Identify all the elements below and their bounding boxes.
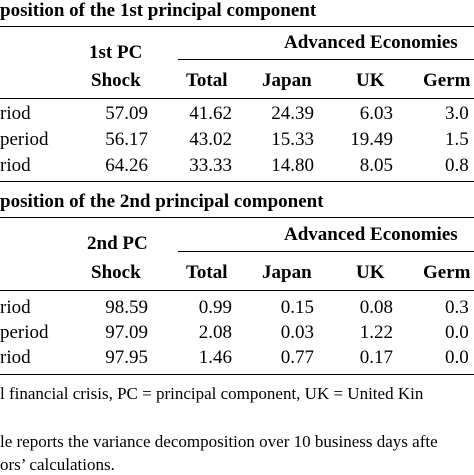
section2-row2-label: period [0, 322, 49, 343]
section1-row1-germ: 3.0 [445, 103, 469, 124]
section2-col-japan: Japan [262, 262, 312, 283]
section2-row1-pc: 98.59 [105, 297, 148, 318]
section1-header-rule [0, 98, 474, 99]
section1-row1-uk: 6.03 [359, 103, 393, 124]
section2-row3-japan: 0.77 [280, 347, 314, 368]
section1-row2-pc: 56.17 [105, 129, 148, 150]
section2-row1-total: 0.99 [198, 297, 232, 318]
section1-row3-total: 33.33 [189, 155, 232, 176]
section1-row1-label: riod [0, 103, 31, 124]
section1-col-total: Total [186, 70, 228, 91]
notes-line-1: l financial crisis, PC = principal component, UK = United Kin [0, 384, 424, 403]
section2-col-uk: UK [356, 262, 385, 283]
section1-row3-pc: 64.26 [105, 155, 148, 176]
section1-row2-label: period [0, 129, 49, 150]
notes-line-2: le reports the variance decomposition over 10 business days afte [0, 432, 438, 451]
section2-row2-pc: 97.09 [105, 322, 148, 343]
section2-row3-germ: 0.0 [445, 347, 469, 368]
section1-col-uk: UK [356, 70, 385, 91]
section2-row2-uk: 1.22 [359, 322, 393, 343]
section2-top-rule [0, 217, 474, 218]
section2-col-germ: Germ [423, 262, 471, 283]
section1-row2-total: 43.02 [189, 129, 232, 150]
section1-row2-uk: 19.49 [350, 129, 393, 150]
section1-row1-total: 41.62 [189, 103, 232, 124]
section2-group-rule [178, 251, 474, 252]
section1-group-rule [178, 59, 474, 60]
section2-row2-total: 2.08 [198, 322, 232, 343]
section2-row2-japan: 0.03 [280, 322, 314, 343]
section1-pc-header: 1st PC [89, 42, 143, 63]
section2-header-rule [0, 290, 474, 291]
section2-pc-header: 2nd PC [87, 233, 148, 254]
section1-col-germ: Germ [423, 70, 471, 91]
section1-col-japan: Japan [262, 70, 312, 91]
section1-row2-japan: 15.33 [271, 129, 314, 150]
section1-row1-pc: 57.09 [105, 103, 148, 124]
section2-row3-total: 1.46 [198, 347, 232, 368]
section2-row3-pc: 97.95 [105, 347, 148, 368]
section1-row3-uk: 8.05 [359, 155, 393, 176]
section2-row1-label: riod [0, 297, 31, 318]
section2-title: position of the 2nd principal component [0, 191, 324, 212]
section1-top-rule [0, 26, 474, 27]
section2-row1-uk: 0.08 [359, 297, 393, 318]
section2-row1-japan: 0.15 [280, 297, 314, 318]
section2-col-total: Total [186, 262, 228, 283]
section2-row2-germ: 0.0 [445, 322, 469, 343]
section1-bottom-rule [0, 181, 474, 182]
section1-row1-japan: 24.39 [271, 103, 314, 124]
section2-row1-germ: 0.3 [445, 297, 469, 318]
section1-row3-germ: 0.8 [445, 155, 469, 176]
section1-title: position of the 1st principal component [0, 0, 317, 21]
notes-line-3: ors’ calculations. [0, 455, 115, 474]
section1-row3-japan: 14.80 [271, 155, 314, 176]
section2-row3-uk: 0.17 [359, 347, 393, 368]
section2-bottom-rule [0, 374, 474, 375]
section2-row3-label: riod [0, 347, 31, 368]
section2-pc-header-shock: Shock [91, 262, 141, 283]
section2-group-header: Advanced Economies [284, 224, 458, 245]
section1-row3-label: riod [0, 155, 31, 176]
section1-row2-germ: 1.5 [445, 129, 469, 150]
section1-pc-header-shock: Shock [91, 70, 141, 91]
section1-group-header: Advanced Economies [284, 32, 458, 53]
